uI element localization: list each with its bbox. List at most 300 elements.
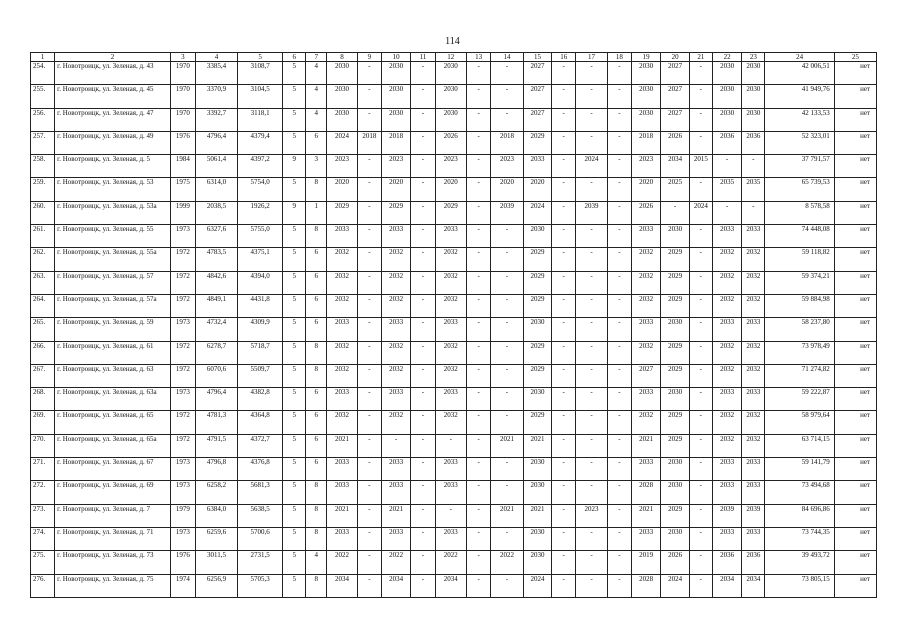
cost-cell: 58 979,64 [765, 411, 834, 434]
table-cell: 4397,2 [238, 155, 283, 178]
table-cell: - [576, 85, 608, 108]
table-cell: 5705,3 [238, 574, 283, 597]
table-cell: 2022 [381, 551, 410, 574]
row-number: 265. [31, 318, 55, 341]
table-cell: 2032 [435, 341, 467, 364]
column-header: 24 [765, 53, 834, 62]
table-cell: - [552, 294, 576, 317]
table-cell: 5061,4 [195, 155, 237, 178]
table-row [31, 574, 877, 597]
row-number: 261. [31, 225, 55, 248]
table-cell: 2030 [661, 318, 689, 341]
table-cell: - [607, 388, 631, 411]
table-cell: 2029 [661, 294, 689, 317]
table-cell: - [552, 201, 576, 224]
table-cell: 2023 [631, 155, 660, 178]
table-cell: - [411, 341, 435, 364]
cost-cell: 8 578,58 [765, 201, 834, 224]
table-cell: - [491, 85, 524, 108]
table-cell: 2029 [435, 201, 467, 224]
table-cell: - [357, 527, 381, 550]
table-cell: 2029 [523, 131, 551, 154]
table-cell: 2028 [631, 481, 660, 504]
row-number: 276. [31, 574, 55, 597]
column-header: 20 [661, 53, 689, 62]
table-cell: - [689, 62, 712, 85]
table-row [31, 294, 877, 317]
table-cell: 2032 [712, 341, 741, 364]
table-cell: - [357, 458, 381, 481]
row-number: 273. [31, 504, 55, 527]
table-cell: 6 [306, 411, 327, 434]
table-cell: 2033 [712, 458, 741, 481]
table-cell: - [411, 85, 435, 108]
address-cell: г. Новотроицк, ул. Зеленая, д. 7 [55, 504, 171, 527]
cost-cell: 73 978,49 [765, 341, 834, 364]
table-cell: - [467, 62, 491, 85]
table-cell: 2027 [661, 108, 689, 131]
table-cell: 2021 [381, 504, 410, 527]
table-cell: 2030 [381, 108, 410, 131]
table-cell: 5 [283, 225, 306, 248]
table-cell: - [576, 62, 608, 85]
table-cell: 1974 [170, 574, 195, 597]
table-cell: 2030 [523, 458, 551, 481]
table-cell: - [491, 294, 524, 317]
table-cell: 2024 [661, 574, 689, 597]
flag-cell: нет [834, 574, 876, 597]
table-cell: 1973 [170, 527, 195, 550]
table-row [31, 364, 877, 387]
table-cell: - [357, 225, 381, 248]
table-cell: - [467, 248, 491, 271]
table-cell: 5 [283, 178, 306, 201]
table-cell: 2036 [742, 131, 765, 154]
table-row [31, 108, 877, 131]
table-cell: - [552, 225, 576, 248]
table-cell: 1972 [170, 294, 195, 317]
table-cell: 5718,7 [238, 341, 283, 364]
table-cell: - [689, 108, 712, 131]
table-cell: 8 [306, 341, 327, 364]
table-cell: 2027 [661, 62, 689, 85]
table-cell: 2023 [327, 155, 357, 178]
table-cell: 2032 [712, 434, 741, 457]
table-cell: 2032 [742, 364, 765, 387]
table-cell: 1972 [170, 364, 195, 387]
table-cell: 6256,9 [195, 574, 237, 597]
table-row [31, 341, 877, 364]
table-cell: 2032 [631, 271, 660, 294]
table-cell: - [467, 155, 491, 178]
table-cell: 2030 [523, 481, 551, 504]
table-cell: - [467, 131, 491, 154]
table-cell: 4364,8 [238, 411, 283, 434]
table-cell: 5681,3 [238, 481, 283, 504]
table-cell: 2032 [631, 248, 660, 271]
table-cell: - [552, 341, 576, 364]
table-cell: - [607, 178, 631, 201]
cost-cell: 37 791,57 [765, 155, 834, 178]
table-row [31, 388, 877, 411]
table-cell: - [552, 62, 576, 85]
column-header: 9 [357, 53, 381, 62]
table-cell: - [689, 481, 712, 504]
table-cell: - [357, 248, 381, 271]
address-cell: г. Новотроицк, ул. Зеленая, д. 5 [55, 155, 171, 178]
table-row [31, 434, 877, 457]
address-cell: г. Новотроицк, ул. Зеленая, д. 47 [55, 108, 171, 131]
table-cell: - [467, 178, 491, 201]
table-cell: 2033 [381, 527, 410, 550]
table-cell: 9 [283, 201, 306, 224]
table-cell: 2018 [357, 131, 381, 154]
table-cell: 2029 [661, 364, 689, 387]
table-cell: - [552, 458, 576, 481]
table-cell: 1 [306, 201, 327, 224]
table-cell: 2030 [742, 108, 765, 131]
table-cell: - [607, 294, 631, 317]
table-cell: - [552, 388, 576, 411]
table-cell: 5 [283, 62, 306, 85]
header-row [31, 53, 877, 62]
table-cell: - [357, 481, 381, 504]
table-cell: 2033 [712, 388, 741, 411]
table-cell: - [607, 481, 631, 504]
column-header: 25 [834, 53, 876, 62]
table-cell: 2025 [661, 178, 689, 201]
table-cell: 2032 [381, 248, 410, 271]
table-cell: - [576, 551, 608, 574]
table-cell: - [552, 271, 576, 294]
table-cell: - [607, 551, 631, 574]
table-cell: 2027 [523, 85, 551, 108]
table-cell: 1973 [170, 225, 195, 248]
table-cell: - [467, 108, 491, 131]
table-cell: 3370,9 [195, 85, 237, 108]
table-cell: - [689, 458, 712, 481]
flag-cell: нет [834, 294, 876, 317]
table-cell: - [552, 434, 576, 457]
address-cell: г. Новотроицк, ул. Зеленая, д. 53а [55, 201, 171, 224]
table-cell: 2032 [435, 248, 467, 271]
table-cell: - [411, 178, 435, 201]
table-cell: 2035 [742, 178, 765, 201]
cost-cell: 73 494,68 [765, 481, 834, 504]
table-cell: - [357, 504, 381, 527]
table-cell: 4376,8 [238, 458, 283, 481]
table-cell: 8 [306, 527, 327, 550]
table-cell: 2024 [689, 201, 712, 224]
table-cell: - [689, 248, 712, 271]
table-cell: - [411, 108, 435, 131]
table-cell: - [607, 318, 631, 341]
table-cell: - [689, 388, 712, 411]
table-cell: - [357, 341, 381, 364]
table-cell: - [467, 341, 491, 364]
table-cell: 2029 [661, 434, 689, 457]
table-cell: 1975 [170, 178, 195, 201]
column-header: 6 [283, 53, 306, 62]
table-cell: 2022 [327, 551, 357, 574]
table-cell: 3385,4 [195, 62, 237, 85]
table-cell: 2039 [712, 504, 741, 527]
table-cell: 2030 [523, 388, 551, 411]
table-cell: 2029 [327, 201, 357, 224]
table-cell: 6 [306, 131, 327, 154]
table-cell: - [467, 481, 491, 504]
table-row [31, 318, 877, 341]
table-cell: - [357, 178, 381, 201]
table-cell: 2023 [491, 155, 524, 178]
table-cell: 6384,0 [195, 504, 237, 527]
table-cell: 2032 [631, 294, 660, 317]
table-cell: 2039 [491, 201, 524, 224]
flag-cell: нет [834, 225, 876, 248]
table-cell: - [689, 225, 712, 248]
table-cell: 2033 [381, 458, 410, 481]
address-cell: г. Новотроицк, ул. Зеленая, д. 65а [55, 434, 171, 457]
table-cell: 2029 [661, 248, 689, 271]
flag-cell: нет [834, 388, 876, 411]
table-cell: 3 [306, 155, 327, 178]
table-cell: 2033 [631, 527, 660, 550]
table-cell: - [491, 271, 524, 294]
table-cell: 2033 [327, 388, 357, 411]
table-cell: 2015 [689, 155, 712, 178]
table-cell: 2035 [712, 178, 741, 201]
table-cell: - [689, 434, 712, 457]
table-cell: 2018 [381, 131, 410, 154]
table-cell: 2032 [712, 364, 741, 387]
row-number: 272. [31, 481, 55, 504]
table-cell: - [357, 85, 381, 108]
table-cell: - [411, 504, 435, 527]
table-cell: - [689, 318, 712, 341]
table-cell: - [491, 411, 524, 434]
table-row [31, 458, 877, 481]
table-cell: - [491, 574, 524, 597]
table-cell: 5509,7 [238, 364, 283, 387]
table-cell: 6 [306, 318, 327, 341]
flag-cell: нет [834, 271, 876, 294]
table-cell: 4394,0 [238, 271, 283, 294]
flag-cell: нет [834, 178, 876, 201]
table-cell: 2032 [631, 341, 660, 364]
table-cell: - [689, 574, 712, 597]
table-cell: - [435, 434, 467, 457]
table-cell: 1970 [170, 62, 195, 85]
table-cell: 2032 [712, 248, 741, 271]
table-row [31, 62, 877, 85]
table-cell: 2036 [712, 551, 741, 574]
table-cell: - [607, 458, 631, 481]
table-cell: 4379,4 [238, 131, 283, 154]
table-cell: 4783,5 [195, 248, 237, 271]
table-cell: - [411, 155, 435, 178]
table-cell: - [411, 131, 435, 154]
table-cell: 2032 [381, 271, 410, 294]
table-cell: - [576, 527, 608, 550]
table-cell: 6278,7 [195, 341, 237, 364]
table-cell: 1926,2 [238, 201, 283, 224]
table-cell: 2020 [435, 178, 467, 201]
table-cell: - [576, 481, 608, 504]
table-cell: - [491, 388, 524, 411]
table-cell: 2029 [523, 294, 551, 317]
table-cell: 2024 [327, 131, 357, 154]
table-cell: 2030 [327, 62, 357, 85]
table-cell: 2032 [435, 294, 467, 317]
table-cell: - [607, 248, 631, 271]
table-cell: 4309,9 [238, 318, 283, 341]
table-cell: - [552, 364, 576, 387]
table-row [31, 201, 877, 224]
table-cell: - [689, 294, 712, 317]
table-cell: - [576, 178, 608, 201]
table-cell: - [661, 201, 689, 224]
table-cell: 2030 [712, 108, 741, 131]
table-cell: 2033 [631, 225, 660, 248]
table-cell: 2030 [661, 225, 689, 248]
cost-cell: 59 118,82 [765, 248, 834, 271]
table-cell: 2030 [327, 85, 357, 108]
table-cell: 2029 [381, 201, 410, 224]
table-cell: 2020 [523, 178, 551, 201]
table-cell: 2032 [381, 411, 410, 434]
table-cell: 2030 [661, 527, 689, 550]
table-cell: 2030 [712, 62, 741, 85]
table-cell: - [467, 458, 491, 481]
row-number: 271. [31, 458, 55, 481]
flag-cell: нет [834, 434, 876, 457]
row-number: 268. [31, 388, 55, 411]
table-cell: 5 [283, 108, 306, 131]
table-cell: - [467, 388, 491, 411]
row-number: 275. [31, 551, 55, 574]
table-cell: - [491, 248, 524, 271]
table-cell: - [491, 225, 524, 248]
row-number: 264. [31, 294, 55, 317]
table-cell: - [411, 551, 435, 574]
table-cell: 1972 [170, 411, 195, 434]
cost-cell: 42 133,53 [765, 108, 834, 131]
table-row [31, 481, 877, 504]
flag-cell: нет [834, 458, 876, 481]
address-cell: г. Новотроицк, ул. Зеленая, д. 63а [55, 388, 171, 411]
table-cell: 2032 [712, 271, 741, 294]
table-cell: - [411, 248, 435, 271]
table-cell: - [576, 341, 608, 364]
table-cell: 6327,6 [195, 225, 237, 248]
table-cell: 5 [283, 318, 306, 341]
table-cell: 2034 [712, 574, 741, 597]
table-cell: 6259,6 [195, 527, 237, 550]
address-cell: г. Новотроицк, ул. Зеленая, д. 63 [55, 364, 171, 387]
table-cell: 2020 [327, 178, 357, 201]
table-cell: 3392,7 [195, 108, 237, 131]
table-cell: 8 [306, 364, 327, 387]
cost-cell: 63 714,15 [765, 434, 834, 457]
flag-cell: нет [834, 341, 876, 364]
table-cell: - [576, 271, 608, 294]
table-cell: 3108,7 [238, 62, 283, 85]
table-cell: - [552, 85, 576, 108]
table-cell: 2023 [381, 155, 410, 178]
table-cell: 2032 [327, 341, 357, 364]
cost-cell: 65 739,53 [765, 178, 834, 201]
table-cell: 5 [283, 341, 306, 364]
table-cell: 2027 [523, 62, 551, 85]
table-cell: 2021 [523, 434, 551, 457]
row-number: 263. [31, 271, 55, 294]
table-cell: - [576, 364, 608, 387]
flag-cell: нет [834, 201, 876, 224]
table-cell: 2033 [435, 388, 467, 411]
table-cell: 4 [306, 85, 327, 108]
table-cell: - [607, 504, 631, 527]
table-cell: 6 [306, 388, 327, 411]
table-cell: - [689, 85, 712, 108]
table-cell: - [552, 551, 576, 574]
table-cell: 2021 [327, 434, 357, 457]
table-cell: - [552, 178, 576, 201]
table-row [31, 131, 877, 154]
table-cell: 1999 [170, 201, 195, 224]
table-cell: 2029 [523, 271, 551, 294]
flag-cell: нет [834, 248, 876, 271]
table-cell: 2034 [327, 574, 357, 597]
table-cell: - [411, 294, 435, 317]
table-cell: 2024 [523, 201, 551, 224]
cost-cell: 84 696,86 [765, 504, 834, 527]
table-cell: - [491, 481, 524, 504]
table-cell: - [552, 481, 576, 504]
table-cell: 6 [306, 458, 327, 481]
flag-cell: нет [834, 364, 876, 387]
table-cell: 2026 [435, 131, 467, 154]
table-cell: 2033 [523, 155, 551, 178]
table-cell: 8 [306, 574, 327, 597]
table-cell: 5 [283, 434, 306, 457]
table-cell: 2028 [631, 574, 660, 597]
table-cell: 2032 [327, 411, 357, 434]
row-number: 260. [31, 201, 55, 224]
table-cell: 2033 [712, 527, 741, 550]
address-cell: г. Новотроицк, ул. Зеленая, д. 45 [55, 85, 171, 108]
table-cell: 5 [283, 388, 306, 411]
table-cell: 2034 [381, 574, 410, 597]
table-cell: 1984 [170, 155, 195, 178]
table-cell: 2022 [491, 551, 524, 574]
table-cell: 6258,2 [195, 481, 237, 504]
address-cell: г. Новотроицк, ул. Зеленая, д. 43 [55, 62, 171, 85]
cost-cell: 59 141,79 [765, 458, 834, 481]
table-cell: - [467, 411, 491, 434]
row-number: 269. [31, 411, 55, 434]
table-row [31, 271, 877, 294]
table-cell: 2030 [661, 458, 689, 481]
row-number: 274. [31, 527, 55, 550]
column-header: 13 [467, 53, 491, 62]
table-cell: 4796,4 [195, 388, 237, 411]
table-cell: - [576, 388, 608, 411]
table-cell: - [576, 108, 608, 131]
column-header: 17 [576, 53, 608, 62]
table-cell: 5 [283, 411, 306, 434]
table-cell: 2033 [631, 388, 660, 411]
table-row [31, 411, 877, 434]
